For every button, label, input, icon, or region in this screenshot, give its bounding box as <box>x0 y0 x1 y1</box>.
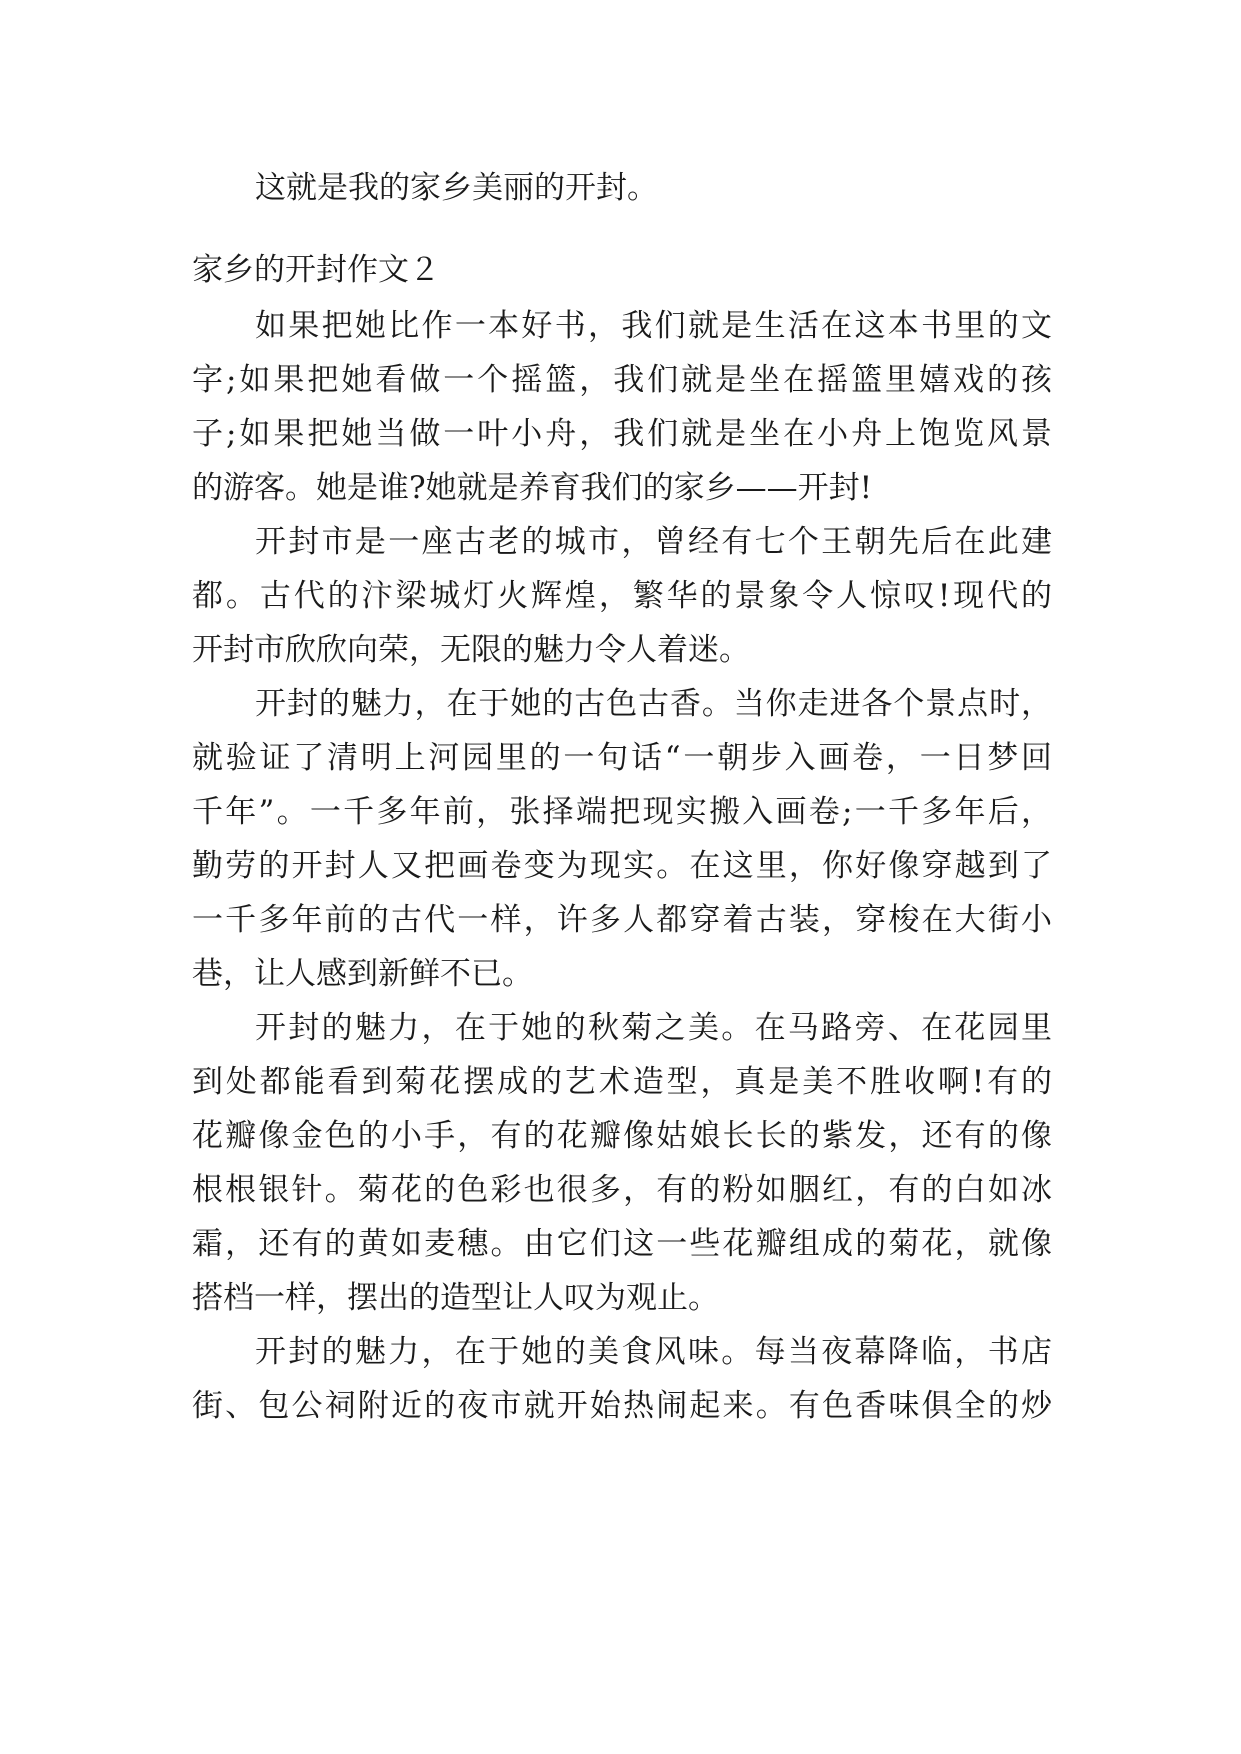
text-line: 开封市是一座古老的城市，曾经有七个王朝先后在此建 <box>255 524 1052 560</box>
opening-line: 这就是我的家乡美丽的开封。 <box>255 170 658 206</box>
text-line: 的游客。她是谁?她就是养育我们的家乡——开封! <box>192 470 873 506</box>
text-line: 根根银针。菊花的色彩也很多，有的粉如胭红，有的白如冰 <box>192 1172 1052 1208</box>
text-line: 勤劳的开封人又把画卷变为现实。在这里，你好像穿越到了 <box>192 848 1052 884</box>
text-line: 如果把她比作一本好书，我们就是生活在这本书里的文 <box>255 308 1052 344</box>
text-line: 千年”。一千多年前，张择端把现实搬入画卷;一千多年后， <box>192 794 1052 830</box>
text-line: 巷，让人感到新鲜不已。 <box>192 956 533 992</box>
text-line: 开封的魅力，在于她的古色古香。当你走进各个景点时， <box>255 686 1052 722</box>
text-line: 一千多年前的古代一样，许多人都穿着古装，穿梭在大街小 <box>192 902 1052 938</box>
text-line: 开封的魅力，在于她的秋菊之美。在马路旁、在花园里 <box>255 1010 1052 1046</box>
text-line: 街、包公祠附近的夜市就开始热闹起来。有色香味俱全的炒 <box>192 1388 1052 1424</box>
text-line: 花瓣像金色的小手，有的花瓣像姑娘长长的紫发，还有的像 <box>192 1118 1052 1154</box>
text-line: 就验证了清明上河园里的一句话“一朝步入画卷，一日梦回 <box>192 740 1052 776</box>
text-line: 都。古代的汴梁城灯火辉煌，繁华的景象令人惊叹!现代的 <box>192 578 1052 614</box>
text-line: 子;如果把她当做一叶小舟，我们就是坐在小舟上饱览风景 <box>192 416 1052 452</box>
section-title: 家乡的开封作文２ <box>192 252 440 288</box>
text-line: 字;如果把她看做一个摇篮，我们就是坐在摇篮里嬉戏的孩 <box>192 362 1052 398</box>
text-line: 搭档一样，摆出的造型让人叹为观止。 <box>192 1280 719 1316</box>
text-line: 开封的魅力，在于她的美食风味。每当夜幕降临，书店 <box>255 1334 1052 1370</box>
text-line: 霜，还有的黄如麦穗。由它们这一些花瓣组成的菊花，就像 <box>192 1226 1052 1262</box>
text-line: 到处都能看到菊花摆成的艺术造型，真是美不胜收啊!有的 <box>192 1064 1052 1100</box>
text-line: 开封市欣欣向荣，无限的魅力令人着迷。 <box>192 632 750 668</box>
